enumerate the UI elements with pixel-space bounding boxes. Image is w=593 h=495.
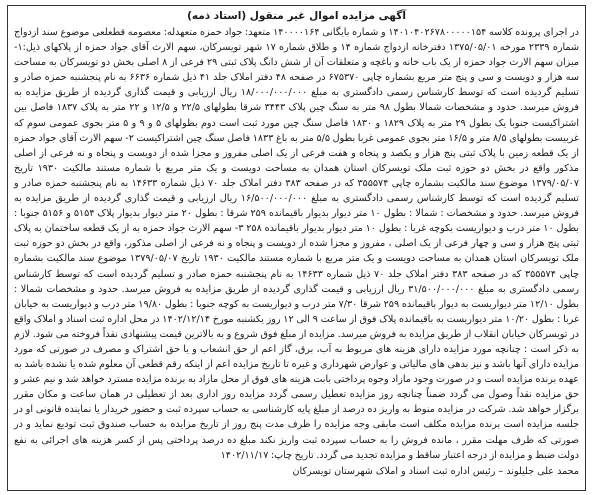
notice-signature: محمد علی جلیلوند – رئیس اداره ثبت اسناد و املاک شهرستان تویسرکان	[292, 465, 579, 477]
notice-title: آگهی مزایده اموال غیر منقول (استاد ذمه)	[187, 10, 406, 22]
auction-notice	[7, 5, 586, 491]
notice-body: در اجرای پرونده کلاسه ۱۴۰۱۰۴۰۲۶۷۸۰۰۰۰۰۱۵۴ و شماره بایگانی ۱۴۰۰۰۰۱۶۴ متعهد: جواد حمزه متعهدله: معصومه قطعلعی موضوع سند ازدواج شماره ۲۳۳۹ مورخه ۱۳۷۵/۰۵/۰۱ دفترخانه ازدواج شماره ۱۴ و طلاق شماره ۱۷ شهر تویسرکان، سهم الارث آقای جواد حمزه از پلاکهای ذیل:۱- میزان سهم الارث جواد حمزه از یک باب خانه و باغچه و متعلقات آن از شش دانگ پلاک ثبتی ۲۹ فرعی از ۸ اصلی بخش دو تویسرکان به مساحت سه هزار و دویست و سی و پنج متر مربع بشماره چاپی ۶۷۵۳۷۰ در صفحه ۴۸ دفتر املاک جلد ۴۱ ذیل شماره ۶۶۳۶ به نام پنجشنبه حمزه صادر و تسلیم گردیده است که توسط کارشناس رسمی دادگستری به مبلغ ۱۸/۰۰۰/۰۰۰/۰۰۰ ریال ارزیابی و قیمت گذاری گردیده از طریق مزایده به فروش میرسد. حدود و مشخصات شمالا بطول ۹۸ متر به سنگ چین پلاک ۳۴۴۳ شرقا بطولهای ۲۲/۵ و ۱۲/۵ و ۲۲ متر به پلاک ۱۸۳۷ فاصل بین اشتراکیست جنوبا یک بطول ۲۹ متر به پلاک ۱۸۲۹ و ۱۸۳۰ فاصل سنگ چین مورد ثبت است دوم بطولهای ۵ و ۹ و ۵ متر بجوی عمومی سوم که غربیست بطولهای ۸/۵ متر و ۱۶/۵ متر بجوی عمومی غربا بطول ۵/۵ متر به باغ ۱۸۳۳ فاصل سنگ چین اشتراکیست ۲- سهم الارث آقای جواد حمزه از یک قطعه زمین با پلاک ثبتی پنج هزار و یکصد و پنجاه و هفت فرعی از یک اصلی مفروز و مجزا شده از دویست و پنجاه و نه فرعی از اصلی مذکور واقع در بخش دو حوزه ثبت ملک تویسرکان استان همدان به مساحت دویست و یک متر مربع با شماره مستند مالکیت ۱۹۳۰ تاریخ ۱۳۷۹/۰۵/۰۷ موضوع سند مالکیت بشماره چاپی ۳۵۵۵۷۴ که در صفحه ۳۸۳ دفتر املاک جلد ۷۰ ذیل شماره ۱۴۶۳۳ به نام پنجشنبه حمزه صادر و تسلیم گردیده است که توسط کارشناس رسمی دادگستری به مبلغ ۱۶/۵۰۰/۰۰۰/۰۰۰ ریال ارزیابی و قیمت گذاری گردیده از طریق مزایده به فروش میرسد. حدود و مشخصات : شمالا : بطول ۱۰ متر دیوار بدیوار باقیمانده ۲۵۹ شرقا : بطول ۲۰ متر دیوار بدیوار پلاک ۵۱۵۴ و ۵۱۵۶ جنوبا : بطول ۱۰ متر درب و دیواریست بکوچه غربا : بطول ۱۰ متر دیوار بدیوار باقیمانده ۲۵۸ ۳- سهم الارث جواد حمزه به از یک قطعه ساختمان به پلاک ثبتی پنج هزار و سی و چهار فرعی از یک اصلی ، مفروز و مجزا شده از دویست و پنجاه و نه فرعی از اصلی مذکور، واقع در بخش دو حوزه ثبت ملک تویسرکان استان همدان به مساحت دویست و یک متر مربع با شماره مستند مالکیت ۱۹۳۰ تاریخ ۱۳۷۹/۰۵/۰۷ موضوع سند مالکیت بشماره چاپی ۳۵۵۵۷۴ که در صفحه ۳۸۳ دفتر املاک جلد ۷۰ ذیل شماره ۱۴۶۳۳ به نام پنجشنبه حمزه صادر و تسلیم گردیده است که توسط کارشناس رسمی دادگستری به مبلغ ۳۱/۵۰۰/۰۰۰/۰۰۰ ریال ارزیابی و قیمت گذاری گردیده از طریق مزایده به فروش میرسد. حدود و مشخصات شمالا : بطول ۱۲/۱۰ متر دیواریست به دیوار باقیمانده ۲۵۹ شرقا ۷/۳۰ متر درب و دیواریست به کوچه جنوبا : بطول ۱۹/۸۰ متر درب و دیواریست به خیابان غربا : بطول ۱۰/۲۰ متر دیواریست به باقیمانده پلاک فوق از ساعت ۹ الی ۱۲ روز یکشنبه مورخ ۱۴۰۲/۱۲/۱۴ در محل اداره ثبت اسناد و املاک واقع در تویسرکان خیابان انقلاب از طریق مزایده به فروش میرسد. مزایده از مبلغ فوق شروع و به بالاترین قیمت پیشنهادی نقداً فروخته می شود. لازم به ذکر است : چنانچه مورد مزایده دارای هزینه های مربوط به آب، برق، گاز اعم از حق انشعاب و یا حق اشتراک و مصرف در صورتی که مورد مزایده دارای آنها باشد و نیز بدهی های مالیاتی و عوارض شهرداری و غیره تا تاریخ مزایده اعم از اینکه رقم قطعی آن معلوم شده یا نشده باشد به عهده برنده مزایده است و در صورت وجود مازاد وجوه پرداختی بابت هزینه های فوق از محل مازاد به برنده مزایده مسترد خواهد شد و نیم عشر و حق مزایده نقداً وصول می گردد ضمناً چنانچه روز مزایده تعطیل رسمی گردد مزایده روز اداری بعد از تعطیلی در همان ساعت و مکان مقرر برگزار خواهد شد. شرکت در مزایده منوط به واریز ده درصد از مبلغ پایه کارشناسی به حساب سپرده ثبت و حضور خریدار یا نماینده قانونی او در جلسه مزایده است برنده مزایده مکلف است مابقی وجه مزایده را ظرف مدت پنج روز از تاریخ مزایده به حساب صندوق ثبت تودیع نماید و در صورتی که ظرف مهلت مقرر ، مانده فروش را به حساب سپرده ثبت واریز نکند مبلغ ده درصد پرداختی پس از کسر هزینه های اجرائی به نفع دولت ضبط و مزایده از درجه اعتبار ساقط و مزایده تجدید می گردد. تاریخ چاپ: ۱۴۰۲/۱۱/۱۷	[14, 27, 580, 461]
